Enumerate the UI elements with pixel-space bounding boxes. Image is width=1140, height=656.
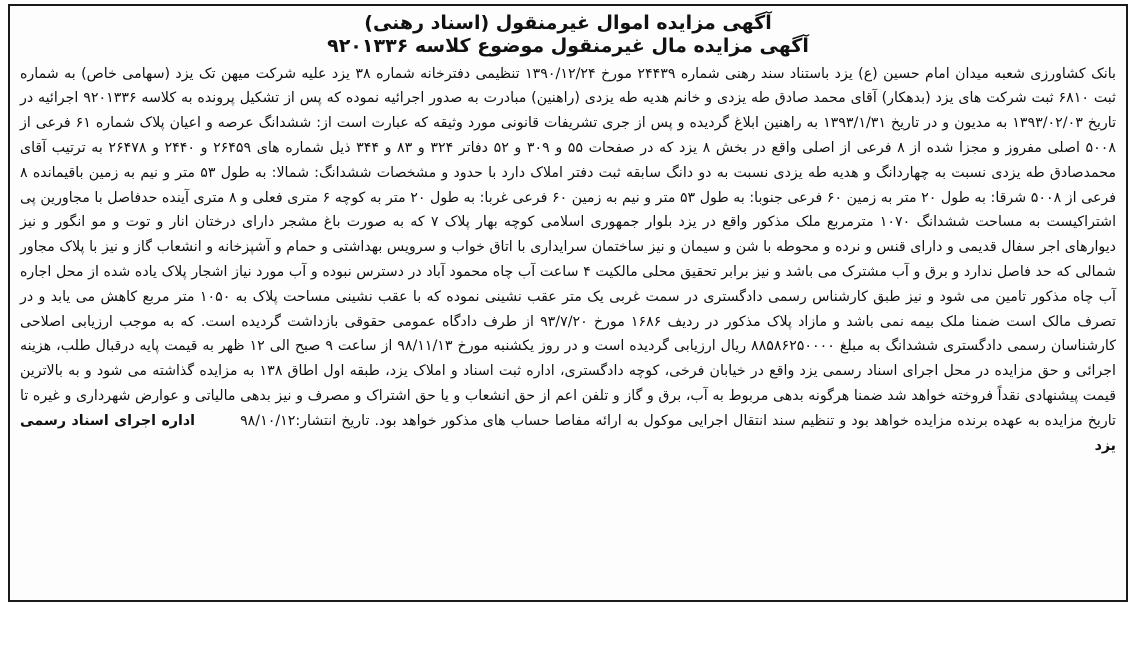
notice-signature: اداره اجرای اسناد رسمی یزد bbox=[20, 412, 1116, 454]
notice-body bbox=[20, 62, 1116, 459]
notice-content bbox=[20, 12, 1116, 594]
notice-title: آگهی مزایده اموال غیرمنقول (اسناد رهنی) bbox=[364, 12, 772, 34]
notice-body-text: بانک کشاورزی شعبه میدان امام حسین (ع) یزد باستناد سند رهنی شماره ۲۴۴۳۹ مورخ ۱۳۹۰/۱۲/۲۴ تنظیمی دفترخانه شماره ۳۸ یزد علیه شرکت میهن تک یزد (سهامی خاص) به شماره ثبت ۶۸۱۰ ثبت شرکت های یزد (بدهکار) آقای محمد صادق طه یزدی و خانم هدیه طه یزدی (راهنین) مبادرت به صدور اجرائیه نموده که پس از تشکیل پرونده به کلاسه ۹۲۰۱۳۳۶ اجرائیه در تاریخ ۱۳۹۳/۰۲/۰۳ به مدیون و در تاریخ ۱۳۹۳/۱/۳۱ به راهنین ابلاغ گردیده و پس از جری تشریفات قانونی مورد وثیقه که عبارت است از: ششدانگ عرصه و اعیان پلاک شماره ۶۱ فرعی از ۵۰۰۸ اصلی مفروز و مجزا شده از ۸ فرعی از اصلی واقع در بخش ۸ یزد که در صفحات ۵۵ و ۳۰۹ و ۵۲ دفاتر ۳۲۴ و ۸۳ و ۳۴۴ ذیل شماره های ۲۶۴۵۹ و ۲۴۴۰ و ۲۶۴۷۸ به ترتیب آقای محمدصادق طه یزدی نسبت به چهاردانگ و هدیه طه یزدی نسبت به دو دانگ سابقه ثبت دفتر املاک دارد با حدود و مشخصات ششدانگ: شمالا: به طول ۵۳ متر و نیم به زمین باقیمانده ۸ فرعی از ۵۰۰۸ شرقا: به طول ۲۰ متر به زمین ۶۰ فرعی جنوبا: به طول ۵۳ متر و نیم به زمین ۶۰ فرعی غربا: به طول ۲۰ متر به کوچه ۶ متری فعلی و ۸ متری آینده حدفاصل با مجاورین پی اشتراکیست به مساحت ششدانگ ۱۰۷۰ مترمربع ملک مذکور واقع در یزد بلوار جمهوری اسلامی کوچه بهار پلاک ۷ که به صورت باغ مشجر دارای درختان انار و توت و مو انگور و نیز دیوارهای اجر سفال قدیمی و دارای قنس و نرده و محوطه با شن و سیمان و نیز ساختمان سرایداری با اتاق خواب و سرویس بهداشتی و حمام و آشپزخانه و انشعاب گاز و نیز با پلاک مجاور شمالی که حد فاصل ندارد و برق و آب مشترک می باشد و نیز برابر تحقیق محلی مالکیت ۴ ساعت آب چاه محمود آباد در دسترس نبوده و آب مورد نیاز اشجار پلاک یاده شده از محل اجاره آب چاه مذکور تامین می شود و نیز طبق کارشناس رسمی دادگستری در سمت غربی یک متر عقب نشینی نموده که با عقب نشینی مساحت پلاک به ۱۰۵۰ متر مربع کاهش می یابد و در تصرف مالک است ضمنا ملک بیمه نمی باشد و مازاد پلاک مذکور در ردیف ۱۶۸۶ مورخ ۹۳/۷/۲۰ از طرف دادگاه عمومی حقوقی بازداشت گردیده است. که به موجب ارزیابی اصلاحی کارشناسان رسمی دادگستری ششدانگ به مبلغ ۸۸۵۸۶۲۵۰۰۰۰ ریال ارزیابی گردیده است و در روز یکشنبه مورخ ۹۸/۱۱/۱۳ از ساعت ۹ صبح الی ۱۲ ظهر به قیمت پایه درقبال طلب، هزینه اجرائی و حق مزایده در محل اجرای اسناد رسمی یزد واقع در خیابان فرخی، کوچه دادگستری، اداره ثبت اسناد و املاک یزد، طبقه اول اطاق ۱۳۸ به مزایده گذاشته می شود و به بالاترین قیمت پیشنهادی نقداً فروخته خواهد شد ضمنا هرگونه بدهی مربوط به آب، برق و گاز و تلفن اعم از حق انشعاب و یا حق اشتراک و مصرف و نیز بدهی مالیاتی و عوارض شهرداری و غیره تا تاریخ مزایده به عهده برنده مزایده خواهد بود و تنظیم سند انتقال اجرایی موکول به ارائه مفاصا حساب های مذکور خواهد بود. تاریخ انتشار:۹۸/۱۰/۱۲ bbox=[20, 65, 1117, 429]
notice-subtitle: آگهی مزایده مال غیرمنقول موضوع کلاسه ۹۲۰۱۳۳۶ bbox=[327, 34, 809, 57]
notice-frame bbox=[8, 4, 1128, 602]
notice-title-block bbox=[20, 12, 1116, 58]
